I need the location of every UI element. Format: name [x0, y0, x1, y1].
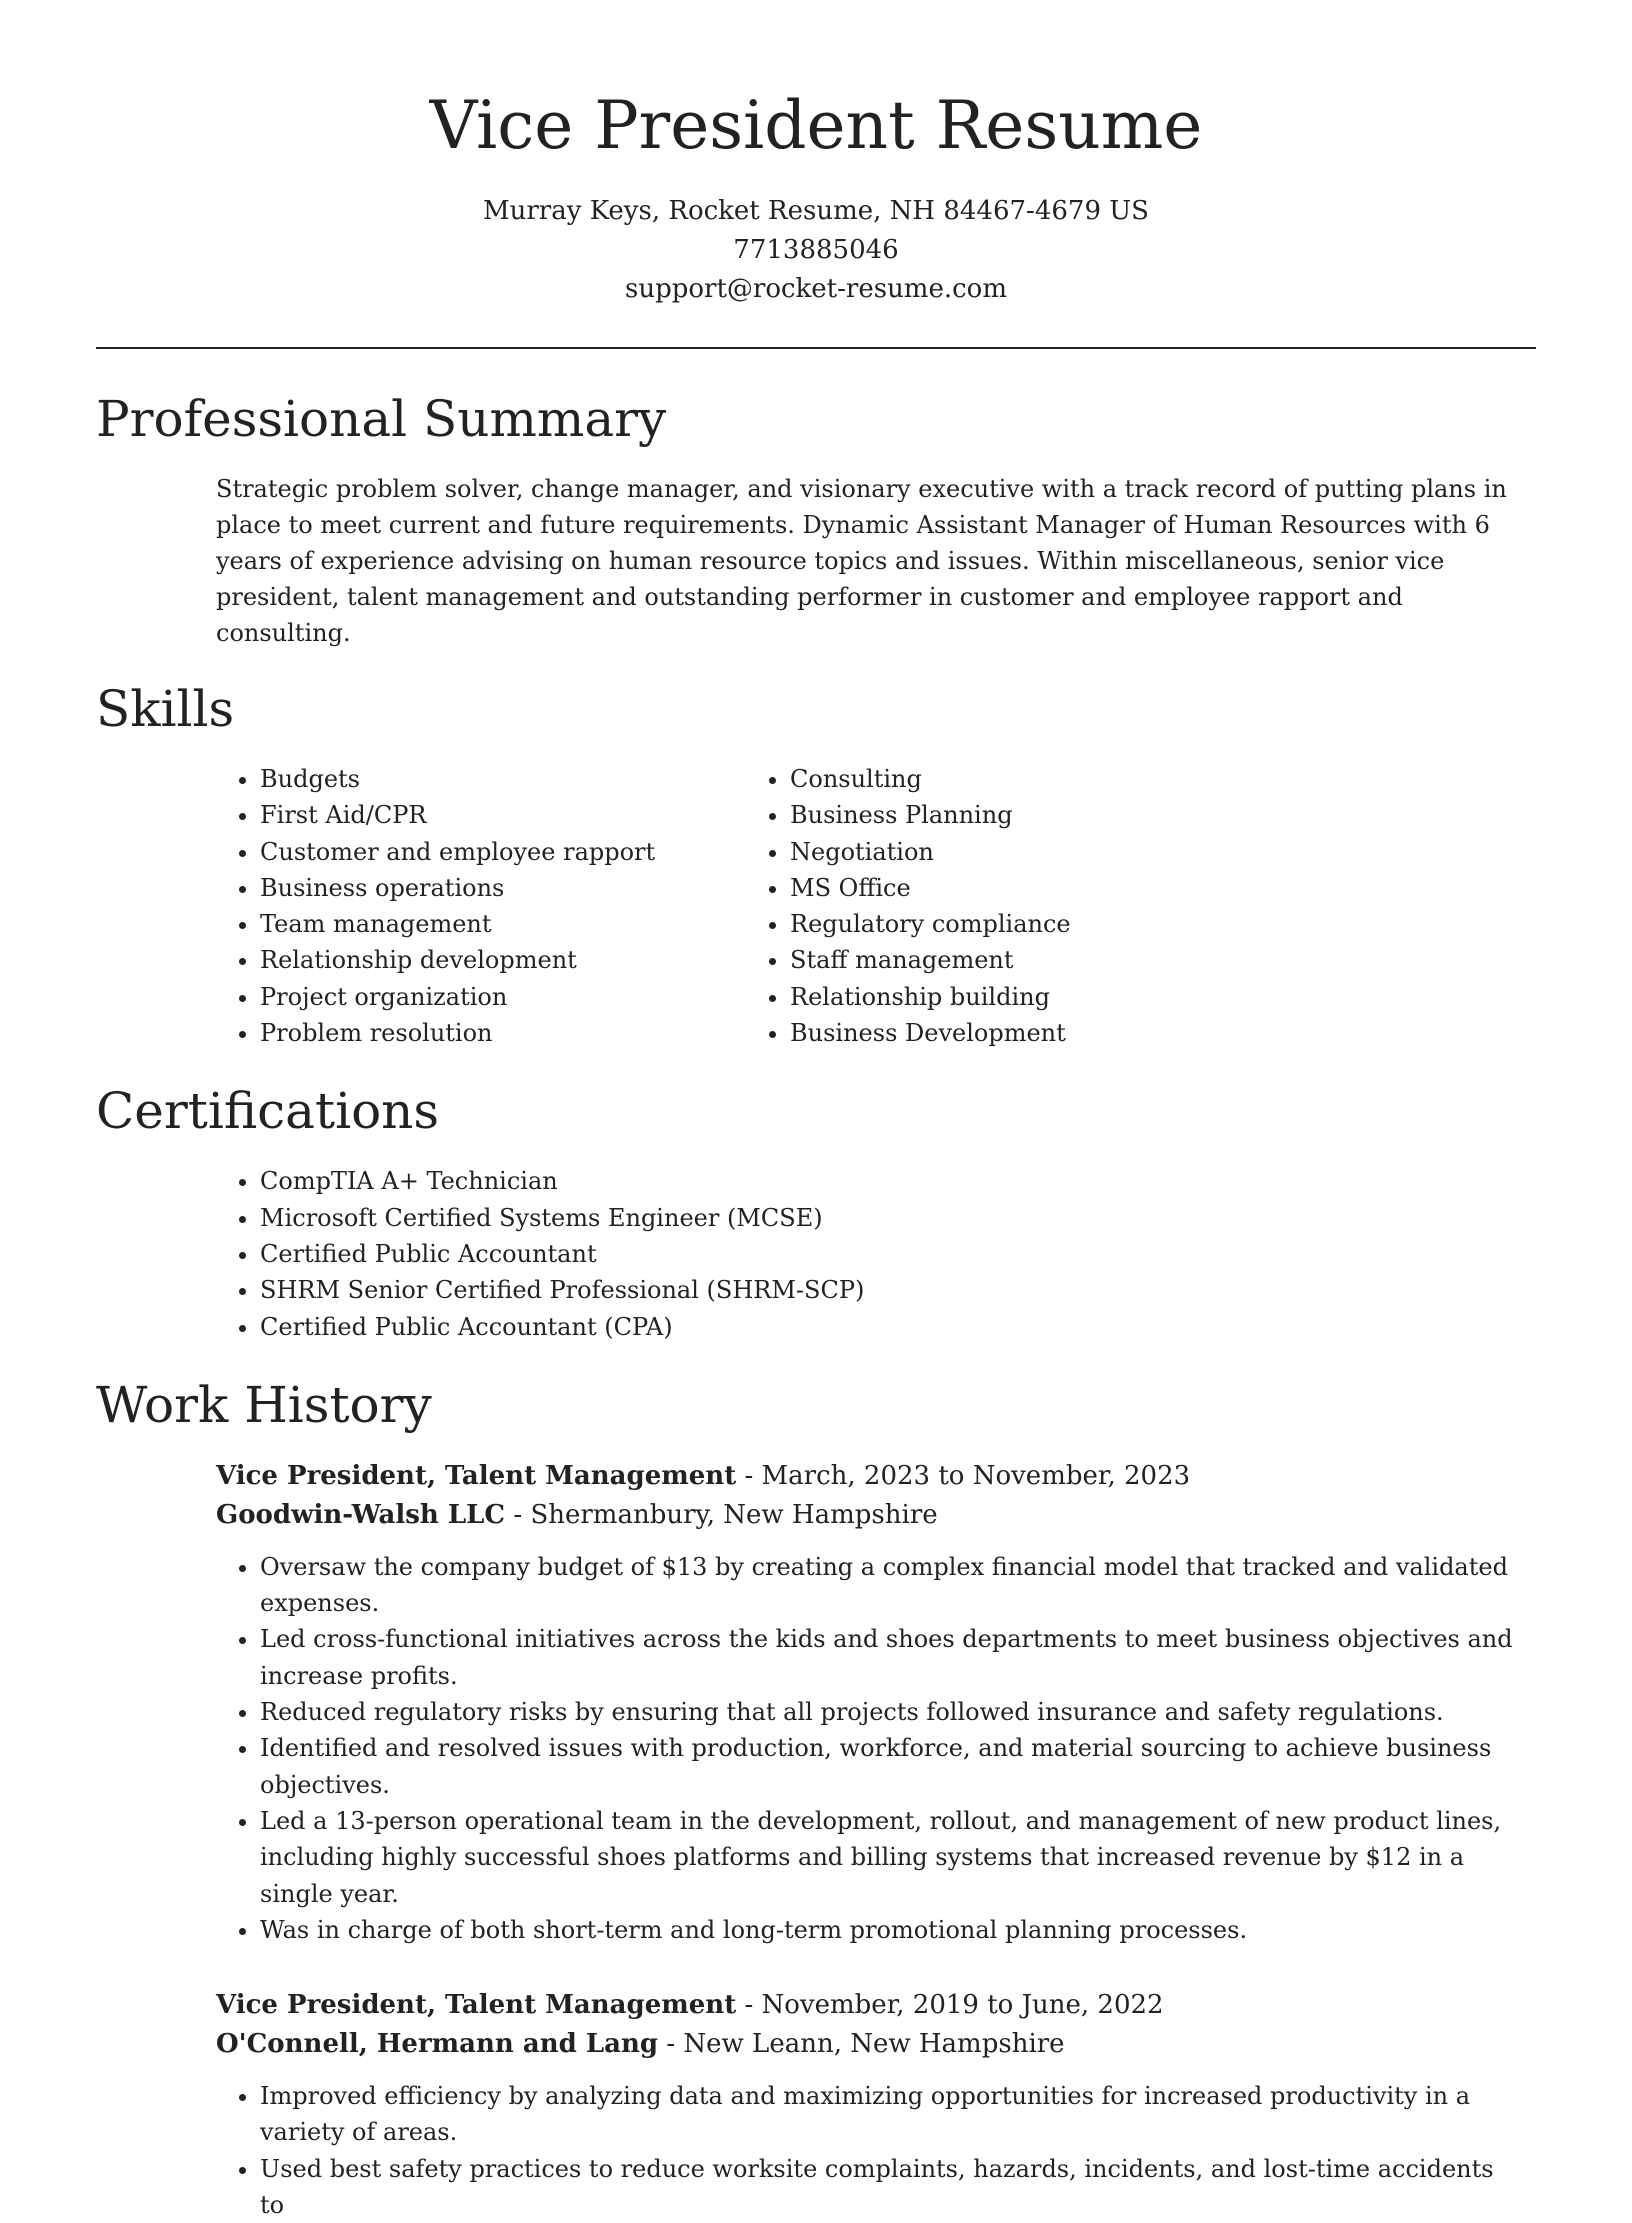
skills-heading: Skills: [96, 680, 235, 738]
certification-item: • Microsoft Certified Systems Engineer (MCSE): [260, 1200, 1536, 1236]
job-bullet: • Improved efficiency by analyzing data and maximizing opportunities for increased productivity in a variety of areas.: [260, 2078, 1536, 2151]
skills-list-right: [746, 761, 1396, 1051]
certifications-section: [96, 1081, 1536, 1344]
skill-item: • Customer and employee rapport: [260, 834, 746, 870]
skill-item: • Negotiation: [790, 834, 1396, 870]
job-title-line: [216, 1986, 1536, 2025]
certifications-list: [96, 1163, 1536, 1344]
job-bullet: • Used best safety practices to reduce worksite complaints, hazards, incidents, and lost-time accidents to: [260, 2151, 1536, 2223]
skills-section: [96, 679, 1536, 1051]
job-entry: [96, 1986, 1536, 2223]
certification-item: • SHRM Senior Certified Professional (SHRM-SCP): [260, 1272, 1536, 1308]
job-bullets: [96, 1549, 1536, 1948]
job-title-line: [216, 1457, 1536, 1496]
skill-item: • MS Office: [790, 870, 1396, 906]
skill-item: • Relationship building: [790, 979, 1396, 1015]
job-entry: [96, 1457, 1536, 1948]
skill-item: • Business operations: [260, 870, 746, 906]
summary-text: Strategic problem solver, change manager, and visionary executive with a track record of putting plans in place to meet current and future requirements. Dynamic Assistant Manager of Human Resources with 6 years of experience advising on human resource topics and issues. Within miscellaneous, senior vice president, talent management and outstanding performer in customer and employee rapport and consulting.: [216, 475, 1507, 647]
contact-email: support@rocket-resume.com: [624, 274, 1007, 304]
skills-column-right: [746, 761, 1396, 1051]
resume-title: Vice President Resume: [429, 87, 1203, 164]
skill-item: • Staff management: [790, 942, 1396, 978]
skill-item: • Problem resolution: [260, 1015, 746, 1051]
job-bullets-wrap: [96, 2078, 1536, 2223]
job-title: Vice President, Talent Management: [216, 1460, 737, 1491]
resume-page: [96, 0, 1536, 2223]
skill-item: • First Aid/CPR: [260, 797, 746, 833]
skills-columns: [96, 761, 1536, 1051]
job-dates: - November, 2019 to June, 2022: [736, 1990, 1164, 2021]
job-bullet: • Led a 13-person operational team in the development, rollout, and management of new product lines, including highly successful shoes platforms and billing systems that increased revenue by $12 in a single year.: [260, 1803, 1536, 1912]
job-dates: - March, 2023 to November, 2023: [736, 1460, 1191, 1491]
certifications-list-wrap: [96, 1163, 1536, 1344]
skill-item: • Regulatory compliance: [790, 906, 1396, 942]
skills-list-left: [96, 761, 746, 1051]
job-bullet: • Reduced regulatory risks by ensuring that all projects followed insurance and safety regulations.: [260, 1694, 1536, 1730]
certification-item: • CompTIA A+ Technician: [260, 1163, 1536, 1199]
job-bullet: • Oversaw the company budget of $13 by creating a complex financial model that tracked and validated expenses.: [260, 1549, 1536, 1622]
certification-item: • Certified Public Accountant: [260, 1236, 1536, 1272]
resume-header: [96, 0, 1536, 309]
summary-heading: Professional Summary: [96, 390, 667, 448]
certifications-heading: Certifications: [96, 1082, 440, 1141]
skills-column-left: [96, 761, 746, 1051]
job-company-line: [216, 2025, 1536, 2064]
contact-block: [96, 192, 1536, 309]
job-location: - Shermanbury, New Hampshire: [505, 1499, 938, 1530]
skill-item: • Budgets: [260, 761, 746, 797]
summary-section: [96, 389, 1536, 651]
job-bullet: • Identified and resolved issues with production, workforce, and material sourcing to achieve business objectives.: [260, 1730, 1536, 1803]
contact-phone: 7713885046: [733, 235, 899, 265]
job-bullets-wrap: [96, 1549, 1536, 1948]
job-location: - New Leann, New Hampshire: [658, 2029, 1065, 2060]
job-header: [216, 1457, 1536, 1535]
skill-item: • Relationship development: [260, 942, 746, 978]
skill-item: • Team management: [260, 906, 746, 942]
job-bullet: • Led cross-functional initiatives across the kids and shoes departments to meet business objectives and increase profits.: [260, 1621, 1536, 1694]
job-header: [216, 1986, 1536, 2064]
job-company: O'Connell, Hermann and Lang: [216, 2029, 659, 2060]
contact-address: Murray Keys, Rocket Resume, NH 84467-4679 US: [483, 196, 1149, 226]
job-bullets: [96, 2078, 1536, 2223]
skill-item: • Business Development: [790, 1015, 1396, 1051]
header-divider: [96, 347, 1536, 349]
certification-item: • Certified Public Accountant (CPA): [260, 1309, 1536, 1345]
job-company: Goodwin-Walsh LLC: [216, 1499, 506, 1530]
skill-item: • Business Planning: [790, 797, 1396, 833]
work-history-heading: Work History: [96, 1375, 432, 1434]
job-bullet: • Was in charge of both short-term and long-term promotional planning processes.: [260, 1912, 1536, 1948]
skill-item: • Project organization: [260, 979, 746, 1015]
job-title: Vice President, Talent Management: [216, 1990, 737, 2021]
work-history-section: [96, 1375, 1536, 2223]
job-company-line: [216, 1496, 1536, 1535]
skill-item: • Consulting: [790, 761, 1396, 797]
